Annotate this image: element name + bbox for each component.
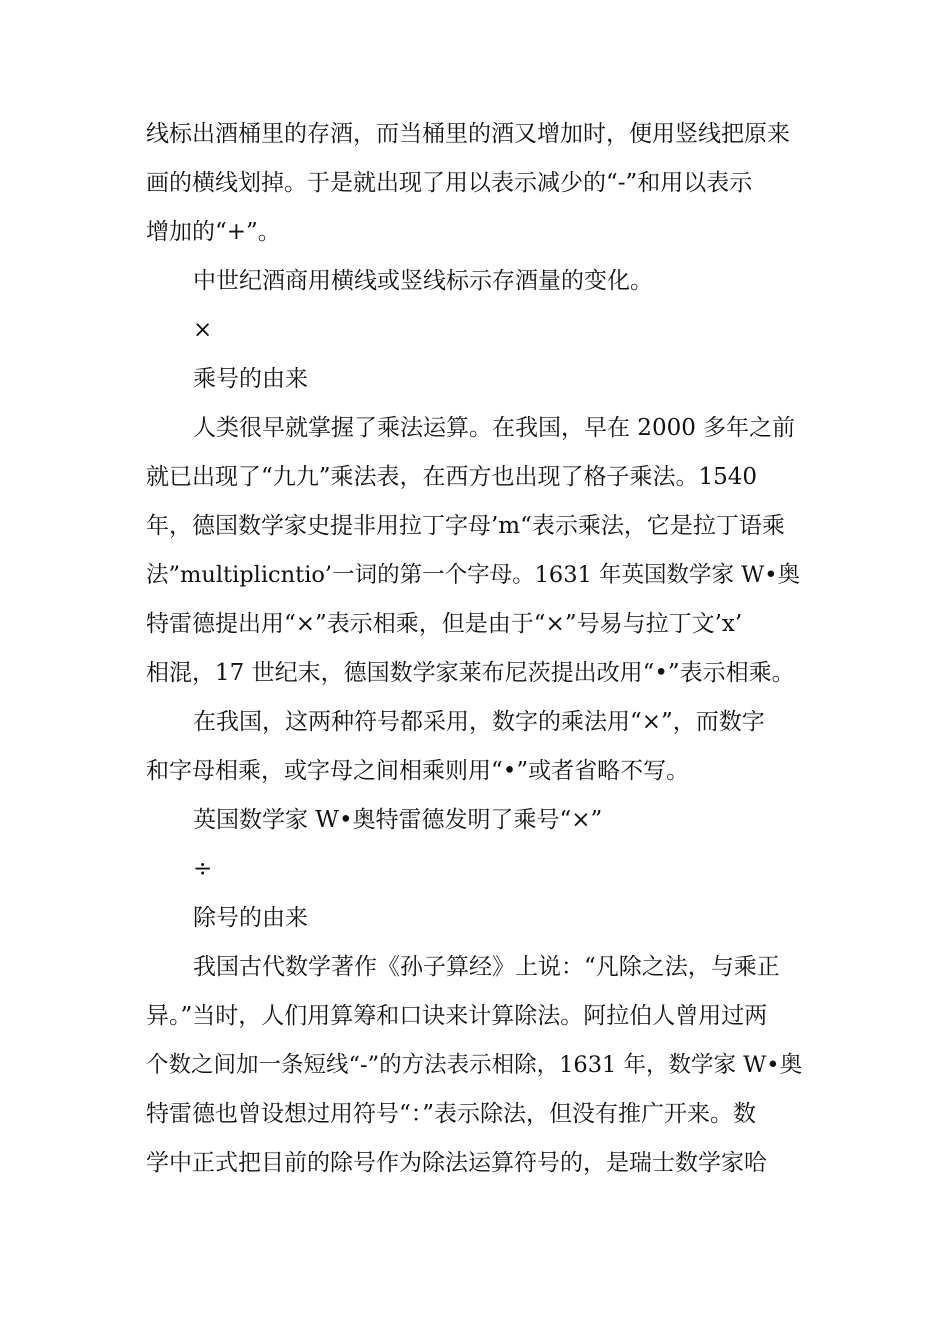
section-heading-division: 除号的由来 — [193, 905, 308, 931]
text-line: 学中正式把目前的除号作为除法运算符号的，是瑞士数学家哈 — [146, 1150, 767, 1176]
text-line: 年，德国数学家史提非用拉丁字母’m“表示乘法，它是拉丁语乘 — [146, 513, 785, 539]
text-line: 就已出现了“九九”乘法表，在西方也出现了格子乘法。1540 — [146, 464, 758, 490]
text-line: 在我国，这两种符号都采用，数字的乘法用“×”，而数字 — [193, 709, 765, 735]
document-body — [146, 110, 808, 1188]
division-sign-heading: ÷ — [193, 856, 213, 882]
text-line: 异。”当时，人们用算筹和口诀来计算除法。阿拉伯人曾用过两 — [146, 1003, 768, 1029]
text-line: 线标出酒桶里的存酒，而当桶里的酒又增加时，便用竖线把原来 — [146, 121, 790, 147]
text-line: 我国古代数学著作《孙子算经》上说：“凡除之法，与乘正 — [193, 954, 780, 980]
text-line: 相混，17 世纪末，德国数学家莱布尼茨提出改用“•”表示相乘。 — [146, 660, 795, 686]
text-line: 特雷德也曾设想过用符号“：”表示除法，但没有推广开来。数 — [146, 1101, 757, 1127]
text-line: 英国数学家 W•奥特雷德发明了乘号“×” — [193, 807, 603, 833]
text-line: 中世纪酒商用横线或竖线标示存酒量的变化。 — [193, 268, 653, 294]
text-line: 个数之间加一条短线“-”的方法表示相除，1631 年，数学家 W•奥 — [146, 1052, 803, 1078]
text-line: 法”multiplicntio’一词的第一个字母。1631 年英国数学家 W•奥 — [146, 562, 801, 588]
text-line: 增加的“+”。 — [146, 219, 281, 245]
text-line: 特雷德提出用“×”表示相乘，但是由于“×”号易与拉丁文’x’ — [146, 611, 743, 637]
section-heading-multiplication: 乘号的由来 — [193, 366, 308, 392]
text-line: 人类很早就掌握了乘法运算。在我国，早在 2000 多年之前 — [193, 415, 796, 441]
text-line: 画的横线划掉。于是就出现了用以表示减少的“-”和用以表示 — [146, 170, 753, 196]
multiplication-sign-heading: × — [193, 317, 213, 343]
text-line: 和字母相乘，或字母之间相乘则用“•”或者省略不写。 — [146, 758, 690, 784]
